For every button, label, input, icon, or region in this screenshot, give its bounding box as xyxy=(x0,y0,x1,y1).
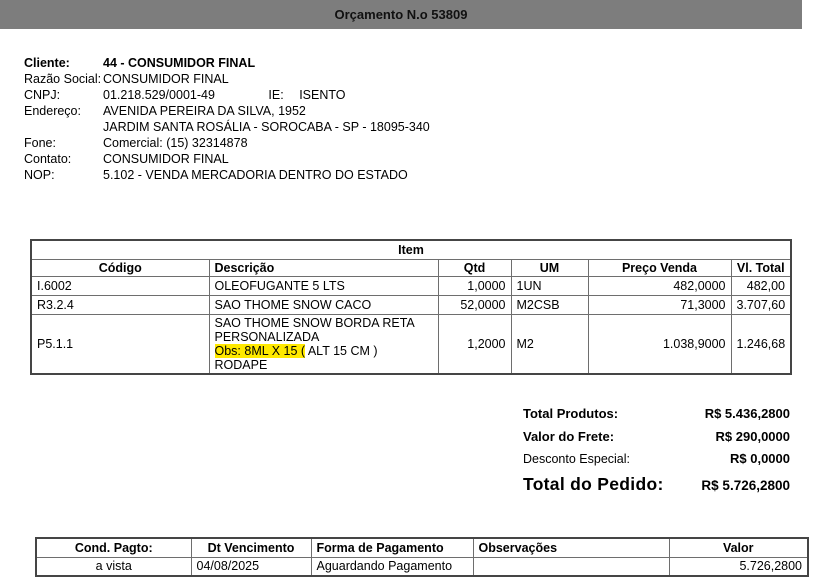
item-codigo: I.6002 xyxy=(31,276,209,295)
contato-label: Contato: xyxy=(24,152,72,166)
total-pedido-line xyxy=(523,476,790,494)
items-table xyxy=(30,239,792,375)
payment-valor: 5.726,2800 xyxy=(669,557,808,576)
nop-value: 5.102 - VENDA MERCADORIA DENTRO DO ESTADO xyxy=(103,168,408,182)
payment-forma: Aguardando Pagamento xyxy=(311,557,473,576)
client-row-razao-social xyxy=(24,71,430,87)
col-header-preco-venda: Preço Venda xyxy=(588,259,731,276)
total-produtos-label: Total Produtos: xyxy=(523,406,619,421)
items-table-title: Item xyxy=(31,240,791,259)
payment-row xyxy=(36,557,808,576)
col-header-vl-total: Vl. Total xyxy=(731,259,791,276)
desconto-especial-value: R$ 0,0000 xyxy=(730,451,790,466)
item-row-2 xyxy=(31,295,791,314)
cnpj-number: 01.218.529/0001-49 xyxy=(103,88,215,102)
item-row-3 xyxy=(31,314,791,374)
desconto-especial-label: Desconto Especial: xyxy=(523,452,631,466)
client-row-cliente xyxy=(24,55,430,71)
valor-frete-line xyxy=(523,429,790,445)
item-codigo: P5.1.1 xyxy=(31,314,209,374)
client-row-contato xyxy=(24,151,430,167)
col-header-cond-pagto: Cond. Pagto: xyxy=(36,538,191,557)
client-info xyxy=(24,55,430,183)
cliente-value: 44 - CONSUMIDOR FINAL xyxy=(103,56,256,70)
col-header-descricao: Descrição xyxy=(209,259,438,276)
payment-cond: a vista xyxy=(36,557,191,576)
totals-summary xyxy=(523,406,790,494)
desconto-especial-line xyxy=(523,451,790,467)
item-descricao-text: SAO THOME SNOW BORDA RETA PERSONALIZADA xyxy=(214,315,415,344)
fone-label: Fone: xyxy=(24,136,56,150)
item-total: 1.246,68 xyxy=(731,314,791,374)
endereco-line1: AVENIDA PEREIRA DA SILVA, 1952 xyxy=(103,104,306,118)
fone-value: Comercial: (15) 32314878 xyxy=(103,136,248,150)
item-preco: 482,0000 xyxy=(588,276,731,295)
item-qtd: 1,0000 xyxy=(438,276,511,295)
endereco-label: Endereço: xyxy=(24,104,81,118)
items-table-header-row xyxy=(31,259,791,276)
client-row-endereco xyxy=(24,103,430,135)
total-produtos-value: R$ 5.436,2800 xyxy=(704,406,790,421)
razao-social-label: Razão Social: xyxy=(24,72,102,86)
col-header-codigo: Código xyxy=(31,259,209,276)
payment-obs xyxy=(473,557,669,576)
cnpj-label: CNPJ: xyxy=(24,88,61,102)
cliente-label: Cliente: xyxy=(24,56,70,70)
total-produtos-line xyxy=(523,406,790,422)
item-total: 482,00 xyxy=(731,276,791,295)
item-descricao xyxy=(209,314,438,374)
item-descricao: SAO THOME SNOW CACO xyxy=(209,295,438,314)
document-title: Orçamento N.o 53809 xyxy=(334,7,468,22)
item-preco: 71,3000 xyxy=(588,295,731,314)
client-row-cnpj xyxy=(24,87,430,103)
item-um: M2 xyxy=(511,314,588,374)
endereco-line2: JARDIM SANTA ROSÁLIA - SOROCABA - SP - 18095-340 xyxy=(103,120,430,134)
title-bar xyxy=(0,0,802,29)
total-pedido-value: R$ 5.726,2800 xyxy=(701,478,790,493)
col-header-um: UM xyxy=(511,259,588,276)
col-header-qtd: Qtd xyxy=(438,259,511,276)
col-header-dt-vencimento: Dt Vencimento xyxy=(191,538,311,557)
ie-value: ISENTO xyxy=(299,88,346,102)
item-um: M2CSB xyxy=(511,295,588,314)
valor-frete-value: R$ 290,0000 xyxy=(715,429,790,444)
total-pedido-label: Total do Pedido: xyxy=(523,474,664,494)
col-header-observacoes: Observações xyxy=(473,538,669,557)
item-preco: 1.038,9000 xyxy=(588,314,731,374)
item-obs-rest: ALT 15 CM ) RODAPE xyxy=(214,343,378,372)
endereco-value xyxy=(103,103,430,135)
valor-frete-label: Valor do Frete: xyxy=(523,429,615,444)
ie-label: IE: xyxy=(268,88,284,102)
contato-value: CONSUMIDOR FINAL xyxy=(103,152,229,166)
item-qtd: 52,0000 xyxy=(438,295,511,314)
payment-table xyxy=(35,537,809,577)
item-descricao: OLEOFUGANTE 5 LTS xyxy=(209,276,438,295)
col-header-valor: Valor xyxy=(669,538,808,557)
item-qtd: 1,2000 xyxy=(438,314,511,374)
nop-label: NOP: xyxy=(24,168,55,182)
item-obs-highlighted: Obs: 8ML X 15 ( xyxy=(214,343,306,358)
item-row-1 xyxy=(31,276,791,295)
item-total: 3.707,60 xyxy=(731,295,791,314)
cnpj-value xyxy=(103,87,346,103)
razao-social-value: CONSUMIDOR FINAL xyxy=(103,72,229,86)
col-header-forma-pagamento: Forma de Pagamento xyxy=(311,538,473,557)
item-um: 1UN xyxy=(511,276,588,295)
payment-vencimento: 04/08/2025 xyxy=(191,557,311,576)
payment-header-row xyxy=(36,538,808,557)
client-row-nop xyxy=(24,167,430,183)
item-obs-line xyxy=(215,344,433,372)
client-row-fone xyxy=(24,135,430,151)
item-codigo: R3.2.4 xyxy=(31,295,209,314)
